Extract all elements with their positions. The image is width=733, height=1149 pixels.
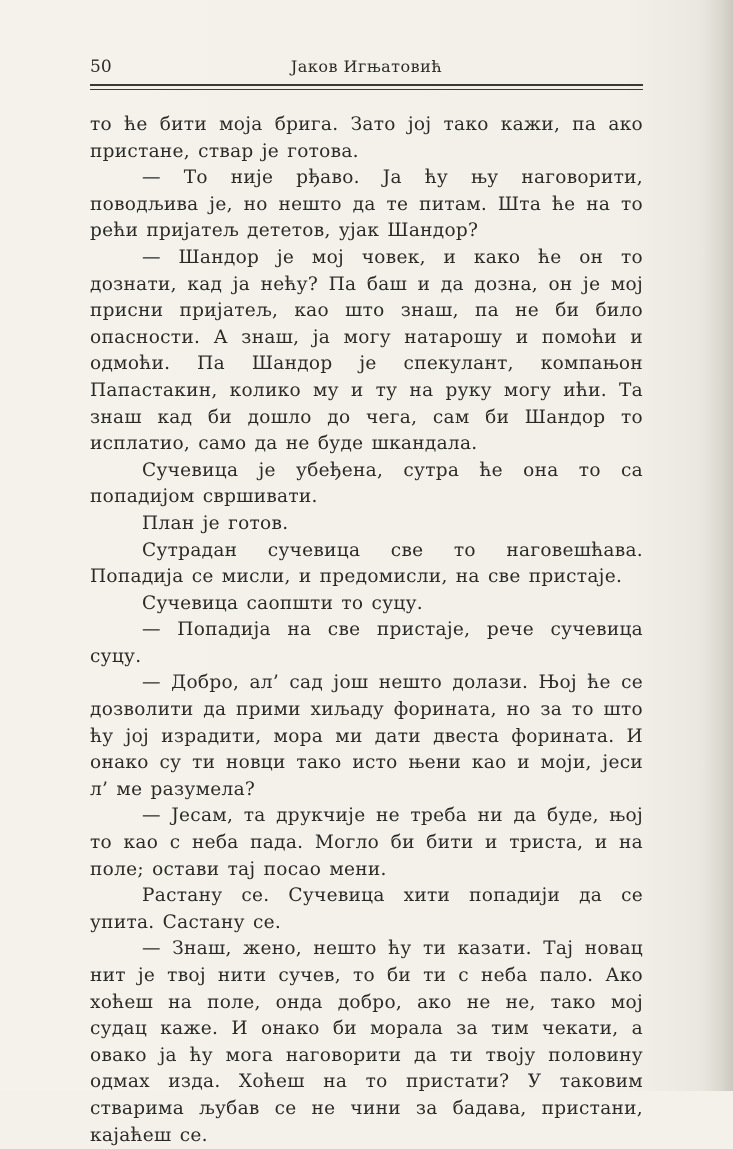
paragraph: — То није рђаво. Ја ћу њу наговорити, поводљива је, но нешто да те питам. Шта ће на то рећи пријатељ дететов, ујак Шандор? xyxy=(90,167,643,242)
paragraph: — Добро, ал’ сад још нешто долази. Њој ће се дозволити да прими хиљаду форината, но за то што ћу јој израдити, мора ми дати двеста форината. И онако су ти новци тако исто њени као и моји, јеси л’ ме разумела? xyxy=(90,672,643,800)
paragraph: Сучевица је убеђена, сутра ће она то са попадијом свршивати. xyxy=(90,459,643,508)
running-title: Јаков Игњатовић xyxy=(290,57,443,76)
page-edge-shadow xyxy=(703,0,733,1091)
body-text xyxy=(90,112,643,1149)
paragraph: План је готов. xyxy=(142,512,289,534)
page-header xyxy=(90,56,643,84)
paragraph: — Знаш, жено, нешто ћу ти казати. Тај новац нит је твој нити сучев, то би ти с неба пало. Ако хоћеш на поле, онда добро, ако не не, тако мој судац каже. И онако би морала за тим чекати, а овако ја ћу мога наговорити да ти твоју половину одмах изда. Хоћеш на то пристати? У таковим стварима љубав се не чини за бадава, пристани, кајаћеш се. xyxy=(90,938,643,1146)
page-number: 50 xyxy=(90,57,112,77)
paragraph: — Шандор је мој човек, и како ће он то дознати, кад ја нећу? Па баш и да дозна, он је мој присни пријатељ, као што знаш, па не би било опасности. А знаш, ја могу натарошу и помоћи и одмоћи. Па Шандор је спекулант, компањон Папастакин, колико му и ту на руку могу ићи. Та знаш кад би дошло до чега, сам би Шандор то исплатио, само да не буде шкандала. xyxy=(90,246,643,455)
paragraph: Сучевица саопшти то суцу. xyxy=(142,592,423,614)
header-rule-thick xyxy=(90,84,643,86)
paragraph: — Јесам, та друкчије не треба ни да буде, њој то као с неба пада. Могло би бити и триста, и на поле; остави тај посао мени. xyxy=(90,805,643,880)
paragraph: Сутрадан сучевица све то наговешћава. Попадија се мисли, и предомисли, на све пристаје. xyxy=(90,539,643,588)
header-rule-thin xyxy=(90,89,643,90)
paragraph: то ће бити моја брига. Зато јој тако кажи, па ако пристане, ствар је готова. xyxy=(90,114,643,162)
paragraph: Растану се. Сучевица хити попадији да се упита. Састану се. xyxy=(90,885,643,933)
paragraph: — Попадија на све пристаје, рече сучевица суцу. xyxy=(90,619,643,667)
